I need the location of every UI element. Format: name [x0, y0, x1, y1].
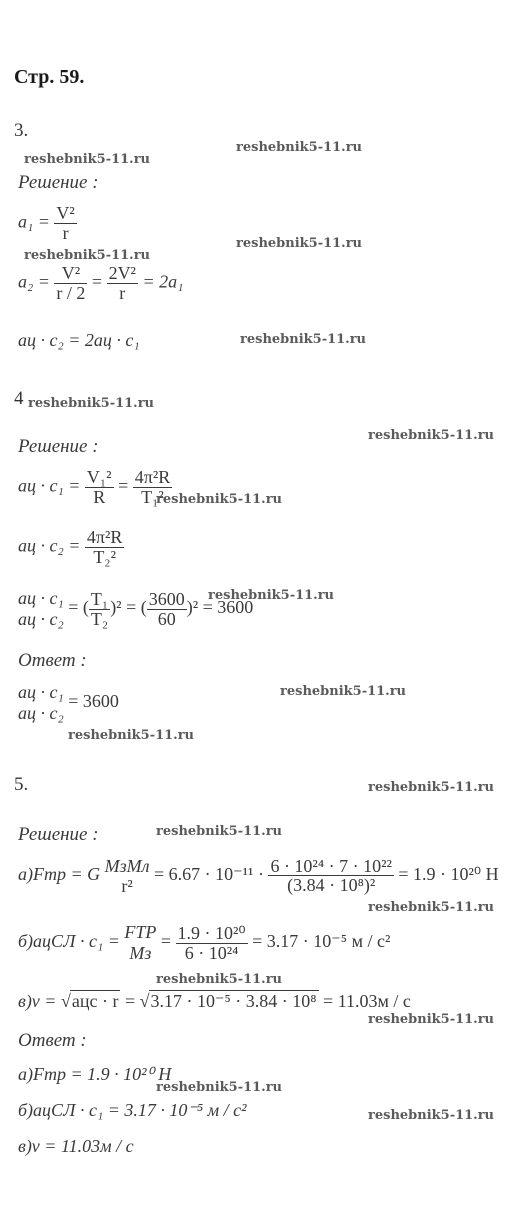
task-4-eq1: aц · c₁ = $\frac{\text{V₁²}}{R}$ = $\frac{\text{4π²R}}{\text{T₁²}}$	[18, 467, 171, 507]
watermark: reshebnik5-11.ru	[240, 332, 367, 347]
task-3-solution-label: Решение :	[18, 172, 99, 193]
watermark: reshebnik5-11.ru	[208, 588, 335, 603]
task-4-number: 4	[14, 388, 24, 409]
watermark: reshebnik5-11.ru	[156, 972, 283, 987]
task-5-eq-c: в)v = √aцс · r = √3.17 · 10⁻⁵ · 3.84 · 10⁸ = 11.03м / c	[18, 991, 411, 1011]
task-3-eq3: aц · c₂ = 2aц · c₁	[18, 330, 140, 350]
task-5-solution-label: Решение :	[18, 824, 99, 845]
task-5-eq-b: б)aцСЛ · c₁ = FТР Mз = $\frac{\text{1.9 · 10²⁰}}{\text{6 · 10²⁴}}$ = 3.17 · 10⁻⁵ м / c²	[18, 922, 391, 963]
task-4-solution-label: Решение :	[18, 436, 99, 457]
task-3-eq1: a₁ = $\frac{\text{V²}}{r}$	[18, 203, 75, 243]
watermark: reshebnik5-11.ru	[24, 152, 151, 167]
watermark: reshebnik5-11.ru	[68, 728, 195, 743]
watermark: reshebnik5-11.ru	[156, 824, 283, 839]
watermark: reshebnik5-11.ru	[368, 900, 495, 915]
task-5-number: 5.	[14, 774, 29, 795]
task-4-answer: aц · c₁ aц · c₂ = 3600	[18, 682, 119, 723]
task-3-number: 3.	[14, 120, 29, 141]
task-5-eq-a: а)Fтр = G MзMл r² = 6.67 · 10⁻¹¹ · $\frac{\text{6 · 10²⁴ · 7 · 10²²}}{\text{(3.84 · 10⁸)²}}$ = 1.9 · 10²⁰ H	[18, 855, 499, 896]
task-5-answer-a: а)Fтр = 1.9 · 10²⁰ H	[18, 1064, 172, 1084]
watermark: reshebnik5-11.ru	[156, 492, 283, 507]
watermark: reshebnik5-11.ru	[280, 684, 407, 699]
watermark: reshebnik5-11.ru	[368, 1108, 495, 1123]
watermark: reshebnik5-11.ru	[236, 140, 363, 155]
task-5-answer-c: в)v = 11.03м / c	[18, 1136, 134, 1156]
watermark: reshebnik5-11.ru	[156, 1080, 283, 1095]
task-5-answer-b: б)aцСЛ · c₁ = 3.17 · 10⁻⁵ м / c²	[18, 1100, 247, 1120]
watermark: reshebnik5-11.ru	[236, 236, 363, 251]
task-4-eq2: aц · c₂ = $\frac{\text{4π²R}}{\text{T₂²}}$	[18, 527, 123, 567]
task-3-eq2: a₂ = $\frac{\text{V²}}{r / 2}$ = $\frac{\text{2V²}}{r}$ = 2a₁	[18, 263, 184, 303]
page-title: Стр. 59.	[14, 66, 85, 88]
watermark: reshebnik5-11.ru	[28, 396, 155, 411]
watermark: reshebnik5-11.ru	[368, 428, 495, 443]
watermark: reshebnik5-11.ru	[368, 780, 495, 795]
watermark: reshebnik5-11.ru	[368, 1012, 495, 1027]
task-4-answer-label: Ответ :	[18, 650, 87, 671]
watermark: reshebnik5-11.ru	[24, 248, 151, 263]
task-5-answer-label: Ответ :	[18, 1030, 87, 1051]
task-4-eq3: aц · c₁ aц · c₂ = ( $\frac{\text{T₁}}{\text{T₂}}$ )² = ( $\frac{3600}{60}$ )² = 3600	[18, 588, 254, 629]
